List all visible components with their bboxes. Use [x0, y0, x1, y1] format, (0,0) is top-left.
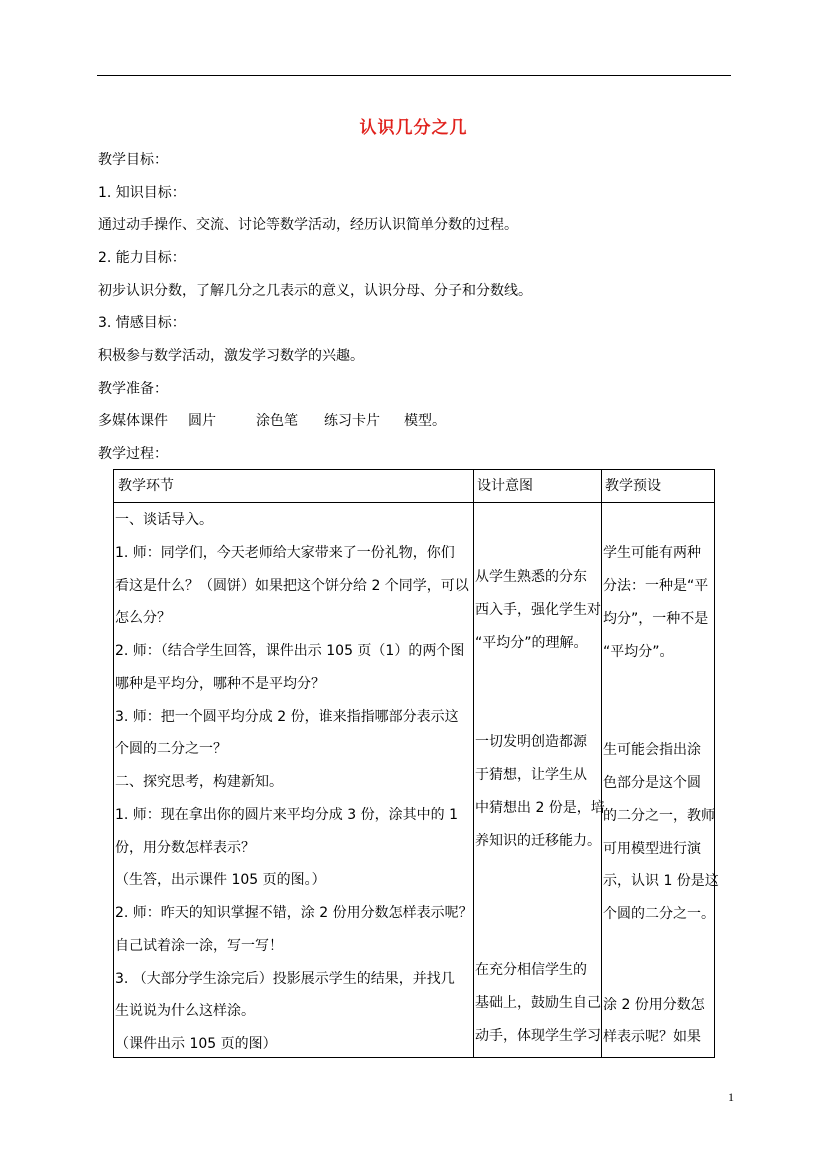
- header-divider: [113, 502, 715, 503]
- table-cell-line: 分法：一种是“平: [603, 578, 709, 594]
- objective-3-heading: 3. 情感目标：: [98, 315, 186, 331]
- prep-item: 模型。: [404, 413, 446, 429]
- table-cell-line: 色部分是这个圆: [603, 775, 701, 791]
- table-cell-line: （生答，出示课件 105 页的图。）: [115, 872, 326, 889]
- table-cell-line: 示，认识 1 份是这: [603, 873, 719, 889]
- table-cell-line: 涂 2 份用分数怎: [603, 997, 705, 1013]
- table-cell-line: 3. （大部分学生涂完后）投影展示学生的结果，并找几: [115, 970, 455, 987]
- table-cell-line: 怎么分？: [115, 610, 171, 627]
- table-cell-line: 均分”，一种不是: [603, 611, 709, 627]
- table-cell-line: 动手，体现学生学习: [475, 1028, 601, 1044]
- table-cell-line: 生说说为什么这样涂。: [115, 1003, 255, 1020]
- table-cell-line: 生可能会指出涂: [603, 742, 701, 758]
- table-cell-line: 份，用分数怎样表示？: [115, 839, 255, 856]
- header-teaching-preset: 教学预设: [605, 478, 661, 494]
- table-cell-line: 1. 师：现在拿出你的圆片来平均分成 3 份，涂其中的 1: [115, 806, 458, 823]
- prep-item: 圆片: [188, 413, 216, 429]
- lesson-table: [113, 469, 719, 1058]
- table-cell-line: 1. 师：同学们，今天老师给大家带来了一份礼物，你们: [115, 544, 455, 561]
- table-cell-line: 于猜想，让学生从: [475, 767, 587, 783]
- table-cell-line: 一切发明创造都源: [475, 734, 587, 750]
- table-cell-line: 样表示呢？如果: [603, 1029, 701, 1045]
- table-cell-line: （课件出示 105 页的图）: [115, 1036, 277, 1052]
- objective-2-text: 初步认识分数，了解几分之几表示的意义，认识分母、分子和分数线。: [98, 283, 532, 299]
- table-cell-line: 个圆的二分之一？: [115, 741, 227, 758]
- objective-3-text: 积极参与数学活动，激发学习数学的兴趣。: [98, 348, 364, 364]
- prep-items: [98, 411, 446, 431]
- objectives-heading: 教学目标：: [98, 152, 168, 168]
- page-title: 认识几分之几: [359, 118, 468, 138]
- table-cell-line: 从学生熟悉的分东: [475, 569, 587, 585]
- objective-1-heading: 1. 知识目标：: [98, 185, 186, 201]
- table-cell-line: 看这是什么？（圆饼）如果把这个饼分给 2 个同学，可以: [115, 577, 469, 594]
- table-cell-line: 2. 师：（结合学生回答，课件出示 105 页（1）的两个图: [115, 643, 465, 659]
- header-teaching-stage: 教学环节: [118, 478, 174, 494]
- table-cell-line: 一、谈话导入。: [115, 512, 213, 528]
- objective-1-text: 通过动手操作、交流、讨论等数学活动，经历认识简单分数的过程。: [98, 217, 518, 233]
- table-cell-line: “平均分”的理解。: [475, 635, 588, 651]
- table-cell-line: “平均分”。: [603, 644, 674, 660]
- table-cell-line: 2. 师：昨天的知识掌握不错，涂 2 份用分数怎样表示呢？: [115, 905, 473, 921]
- prep-item: 多媒体课件: [98, 413, 168, 429]
- column-divider: [473, 469, 474, 1058]
- table-cell-line: 中猜想出 2 份是，培: [475, 800, 605, 816]
- table-cell-line: 学生可能有两种: [603, 545, 701, 561]
- table-cell-line: 哪种是平均分，哪种不是平均分？: [115, 675, 325, 692]
- prep-heading: 教学准备：: [98, 381, 168, 397]
- table-cell-line: 养知识的迁移能力。: [475, 833, 601, 849]
- table-cell-line: 可用模型进行演: [603, 841, 701, 857]
- prep-item: 涂色笔: [256, 413, 298, 429]
- page-number: 1: [728, 1090, 734, 1104]
- column-divider: [601, 469, 602, 1058]
- objective-2-heading: 2. 能力目标：: [98, 250, 186, 266]
- process-heading: 教学过程：: [98, 446, 168, 462]
- table-cell-line: 基础上，鼓励生自己: [475, 995, 601, 1011]
- table-cell-line: 二、探究思考，构建新知。: [115, 774, 283, 790]
- table-cell-line: 在充分相信学生的: [475, 962, 587, 978]
- table-cell-line: 西入手，强化学生对: [475, 602, 601, 618]
- table-cell-line: 自己试着涂一涂，写一写！: [115, 937, 283, 954]
- header-rule: [97, 75, 731, 76]
- table-cell-line: 3. 师：把一个圆平均分成 2 份，谁来指指哪部分表示这: [115, 708, 459, 725]
- table-cell-line: 个圆的二分之一。: [603, 906, 715, 922]
- header-design-intent: 设计意图: [477, 478, 533, 494]
- prep-item: 练习卡片: [324, 413, 380, 429]
- table-cell-line: 的二分之一，教师: [603, 808, 715, 824]
